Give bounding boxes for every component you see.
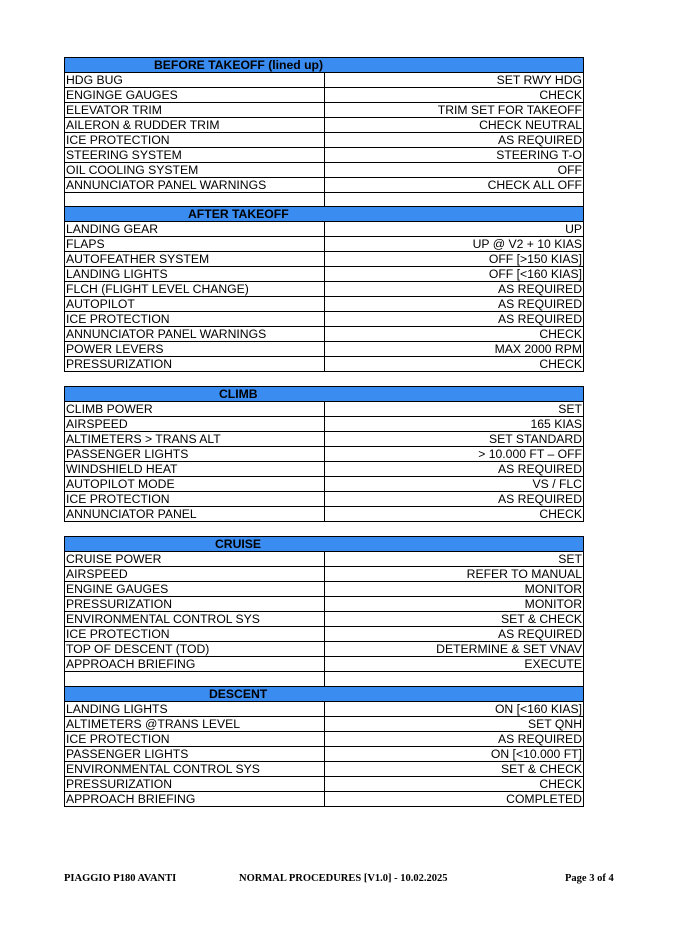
checklist-item: CLIMB POWER <box>65 402 325 417</box>
checklist-row <box>65 282 584 297</box>
checklist-row <box>65 297 584 312</box>
checklist-item: ENGINE GAUGES <box>65 582 325 597</box>
checklist-row <box>65 73 584 88</box>
checklist-action: ON [<10.000 FT] <box>324 747 584 762</box>
checklist-item: AIRSPEED <box>65 567 325 582</box>
checklist-item: STEERING SYSTEM <box>65 148 325 163</box>
checklist-row <box>65 462 584 477</box>
checklist-item: AILERON & RUDDER TRIM <box>65 118 325 133</box>
checklist-action: VS / FLC <box>324 477 584 492</box>
checklist-item: ALTIMETERS @TRANS LEVEL <box>65 717 325 732</box>
section-header-row <box>65 687 584 702</box>
checklist-row <box>65 252 584 267</box>
checklist-action: CHECK <box>324 777 584 792</box>
checklist-action: CHECK ALL OFF <box>324 178 584 193</box>
checklist-item: APPROACH BRIEFING <box>65 657 325 672</box>
checklist-item: AUTOPILOT <box>65 297 325 312</box>
checklist-action: CHECK <box>324 327 584 342</box>
checklist-action: AS REQUIRED <box>324 133 584 148</box>
checklist-item: ANNUNCIATOR PANEL WARNINGS <box>65 327 325 342</box>
checklist-action: STEERING T-O <box>324 148 584 163</box>
checklist-action: AS REQUIRED <box>324 282 584 297</box>
checklist-action: MAX 2000 RPM <box>324 342 584 357</box>
checklist-action <box>324 672 584 687</box>
checklist-item: FLAPS <box>65 237 325 252</box>
checklist-item: PASSENGER LIGHTS <box>65 747 325 762</box>
checklist-row <box>65 148 584 163</box>
checklist-action: 165 KIAS <box>324 417 584 432</box>
section-header-cell <box>65 687 584 702</box>
section-header-cell <box>65 207 584 222</box>
checklist-row <box>65 597 584 612</box>
checklist-item: AIRSPEED <box>65 417 325 432</box>
checklist-action: > 10.000 FT – OFF <box>324 447 584 462</box>
checklist-row <box>65 582 584 597</box>
checklist-action: OFF [<160 KIAS] <box>324 267 584 282</box>
section-header-row <box>65 207 584 222</box>
checklist-row <box>65 88 584 103</box>
checklist-item: PRESSURIZATION <box>65 777 325 792</box>
checklist-item: FLCH (FLIGHT LEVEL CHANGE) <box>65 282 325 297</box>
checklist-row <box>65 567 584 582</box>
section-title: CRUISE <box>215 536 262 551</box>
checklist-item: ENVIRONMENTAL CONTROL SYS <box>65 762 325 777</box>
footer-document: NORMAL PROCEDURES [V1.0] - 10.02.2025 <box>239 873 448 884</box>
checklist-section <box>64 536 584 687</box>
checklist-action: CHECK <box>324 88 584 103</box>
checklist-row <box>65 657 584 672</box>
checklist-row <box>65 672 584 687</box>
checklist-action: AS REQUIRED <box>324 627 584 642</box>
checklist-item: PRESSURIZATION <box>65 597 325 612</box>
checklist-item: CRUISE POWER <box>65 552 325 567</box>
checklist-row <box>65 432 584 447</box>
checklist-action: DETERMINE & SET VNAV <box>324 642 584 657</box>
checklist-row <box>65 792 584 807</box>
checklist-action: SET RWY HDG <box>324 73 584 88</box>
checklist-row <box>65 702 584 717</box>
checklist-action: SET STANDARD <box>324 432 584 447</box>
checklist-item: OIL COOLING SYSTEM <box>65 163 325 178</box>
checklist-row <box>65 777 584 792</box>
checklist-row <box>65 237 584 252</box>
checklist-row <box>65 417 584 432</box>
section-header-row <box>65 537 584 552</box>
checklist-row <box>65 357 584 372</box>
checklist-action: AS REQUIRED <box>324 492 584 507</box>
checklist-item: ELEVATOR TRIM <box>65 103 325 118</box>
checklist-action: MONITOR <box>324 597 584 612</box>
checklist-item: ICE PROTECTION <box>65 492 325 507</box>
checklist-row <box>65 178 584 193</box>
section-header-cell <box>65 537 584 552</box>
checklist-row <box>65 492 584 507</box>
section-title: DESCENT <box>209 686 268 701</box>
checklist-action: SET <box>324 402 584 417</box>
checklist-row <box>65 342 584 357</box>
checklist-item: ENVIRONMENTAL CONTROL SYS <box>65 612 325 627</box>
checklist-action: AS REQUIRED <box>324 462 584 477</box>
checklist-row <box>65 267 584 282</box>
checklist-item: ICE PROTECTION <box>65 732 325 747</box>
checklist-row <box>65 552 584 567</box>
checklist-row <box>65 717 584 732</box>
section-header-row <box>65 387 584 402</box>
checklist-action: CHECK NEUTRAL <box>324 118 584 133</box>
checklist-item <box>65 672 325 687</box>
checklist-item: AUTOFEATHER SYSTEM <box>65 252 325 267</box>
checklist-action: COMPLETED <box>324 792 584 807</box>
section-header-cell <box>65 58 584 73</box>
checklist-item: ICE PROTECTION <box>65 312 325 327</box>
checklist-row <box>65 762 584 777</box>
checklist-row <box>65 402 584 417</box>
checklist-row <box>65 477 584 492</box>
section-title: BEFORE TAKEOFF (lined up) <box>154 57 324 72</box>
checklist-action: SET & CHECK <box>324 612 584 627</box>
checklist-item: APPROACH BRIEFING <box>65 792 325 807</box>
checklist-item: ICE PROTECTION <box>65 627 325 642</box>
checklist-row <box>65 327 584 342</box>
checklist-item: ALTIMETERS > TRANS ALT <box>65 432 325 447</box>
checklist-item: HDG BUG <box>65 73 325 88</box>
checklist-action: SET <box>324 552 584 567</box>
checklist-item: LANDING LIGHTS <box>65 702 325 717</box>
checklist-row <box>65 447 584 462</box>
checklist-item: LANDING LIGHTS <box>65 267 325 282</box>
checklist-action: SET & CHECK <box>324 762 584 777</box>
checklist-item: ENGINGE GAUGES <box>65 88 325 103</box>
checklist-row <box>65 747 584 762</box>
checklist-action: EXECUTE <box>324 657 584 672</box>
checklist-row <box>65 133 584 148</box>
section-title: AFTER TAKEOFF <box>188 206 289 221</box>
checklist-item: LANDING GEAR <box>65 222 325 237</box>
checklist-action: ON [<160 KIAS] <box>324 702 584 717</box>
checklist-section <box>64 686 584 807</box>
checklist-item: POWER LEVERS <box>65 342 325 357</box>
checklist-row <box>65 612 584 627</box>
checklist-item: TOP OF DESCENT (TOD) <box>65 642 325 657</box>
checklist-action: UP @ V2 + 10 KIAS <box>324 237 584 252</box>
checklist-row <box>65 507 584 522</box>
checklist-row <box>65 222 584 237</box>
footer-page-number: Page 3 of 4 <box>565 873 614 884</box>
checklist-row <box>65 732 584 747</box>
checklist-action: CHECK <box>324 507 584 522</box>
checklist-action: OFF [>150 KIAS] <box>324 252 584 267</box>
checklist-row <box>65 627 584 642</box>
checklist-item: WINDSHIELD HEAT <box>65 462 325 477</box>
section-title: CLIMB <box>219 386 258 401</box>
checklist-row <box>65 312 584 327</box>
section-header-row <box>65 58 584 73</box>
checklist-action: REFER TO MANUAL <box>324 567 584 582</box>
checklist-item: ICE PROTECTION <box>65 133 325 148</box>
checklist-item: ANNUNCIATOR PANEL <box>65 507 325 522</box>
checklist-action: AS REQUIRED <box>324 297 584 312</box>
checklist-item: PRESSURIZATION <box>65 357 325 372</box>
checklist-action: CHECK <box>324 357 584 372</box>
checklist-row <box>65 118 584 133</box>
checklist-section <box>64 57 584 208</box>
checklist-action: UP <box>324 222 584 237</box>
checklist-row <box>65 642 584 657</box>
checklist-action: TRIM SET FOR TAKEOFF <box>324 103 584 118</box>
checklist-action: MONITOR <box>324 582 584 597</box>
checklist-section <box>64 386 584 522</box>
footer-aircraft: PIAGGIO P180 AVANTI <box>64 873 177 884</box>
checklist-action: OFF <box>324 163 584 178</box>
checklist-action: SET QNH <box>324 717 584 732</box>
section-header-cell <box>65 387 584 402</box>
checklist-item: ANNUNCIATOR PANEL WARNINGS <box>65 178 325 193</box>
checklist-action: AS REQUIRED <box>324 732 584 747</box>
checklist-action: AS REQUIRED <box>324 312 584 327</box>
checklist-section <box>64 206 584 372</box>
checklist-item: PASSENGER LIGHTS <box>65 447 325 462</box>
checklist-row <box>65 163 584 178</box>
checklist-item: AUTOPILOT MODE <box>65 477 325 492</box>
checklist-row <box>65 103 584 118</box>
